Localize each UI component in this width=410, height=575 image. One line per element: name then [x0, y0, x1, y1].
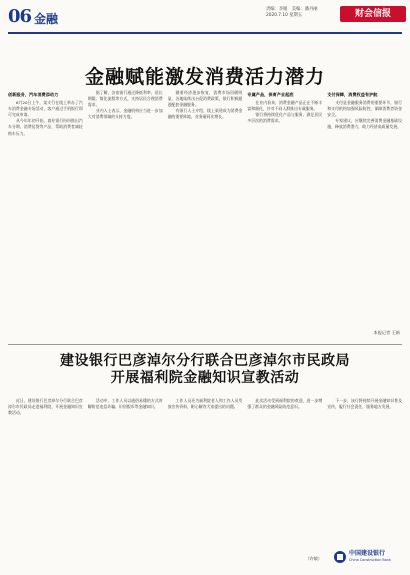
logo-name-cn: 中国建设银行 [349, 550, 386, 557]
article-column [8, 90, 83, 338]
second-byline: （许敏） [305, 556, 322, 561]
header-rule [8, 32, 402, 34]
article-column [8, 398, 83, 566]
second-article-body [8, 398, 402, 566]
paragraph: 业内人士表示，金融机构应当进一步加大对消费领域的支持力度。 [87, 108, 163, 120]
paragraph: 从今年年初开始，商业银行纷纷推出汽车分期、消费信贷等产品，帮助消费者减轻购车压力。 [8, 118, 83, 136]
paragraph: 专家建议，应继续完善消费金融基础设施，释放消费潜力，助力经济高质量发展。 [327, 118, 402, 130]
lead-headline: 金融赋能激发消费活力潜力 [84, 66, 325, 88]
lead-article-body [8, 90, 402, 338]
page-number: 06 [8, 6, 32, 27]
article-column [168, 90, 243, 338]
paragraph: 随着经济逐步恢复，消费市场回暖明显，各地陆续出台促消费政策，银行积极跟进配套金融服务。 [167, 90, 243, 108]
article-column [88, 90, 163, 338]
paragraph: 活动中，工作人员以通俗易懂的方式讲解防范电信诈骗、识别假币等金融知识。 [87, 398, 163, 410]
section-title: 金融 [34, 12, 59, 26]
second-headline [0, 353, 410, 387]
paragraph: 支付是金融服务消费的重要环节，银行和支付机构加强风险防控，保障消费者资金安全。 [327, 100, 402, 118]
headline-line: 建设银行巴彦淖尔分行联合巴彦淖尔市民政局 [60, 353, 350, 369]
article-column [247, 398, 322, 566]
newspaper-brand: 财会信报 [340, 6, 406, 22]
article-column [168, 398, 243, 566]
paragraph: 工作人员还为福利院老人和工作人员发放宣传资料，耐心解答大家提出的问题。 [167, 398, 243, 410]
article-divider [8, 344, 402, 345]
header-meta [266, 7, 340, 19]
meta-line: 2020.7.10 星期五 [266, 13, 303, 18]
column-subhead: 支付保障，消费权益有护航 [327, 92, 378, 97]
paragraph: 银行将持续优化产品与服务，满足居民多层次的消费需求。 [247, 112, 323, 124]
paragraph: 有银行人士介绍，线上渠道成为消费金融的重要阵地，业务量同比增长。 [167, 108, 243, 120]
paragraph: 下一步，该行将持续开展金融知识普及宣传，履行社会责任，服务地方发展。 [327, 398, 402, 410]
ccb-logo-icon [334, 551, 346, 563]
headline-line: 开展福利院金融知识宣教活动 [110, 370, 300, 386]
paragraph: 在业内看来，消费金融产品正在不断丰富和细化，针对不同人群推出专属服务。 [247, 100, 323, 112]
paragraph: 近日，建设银行巴彦淖尔分行联合巴彦淖尔市民政局走进福利院，开展金融知识宣教活动。 [8, 398, 83, 416]
paragraph: 此次活动受到福利院的欢迎，进一步增强了群众的金融风险防范意识。 [247, 398, 323, 410]
column-subhead: 专属产品，保育产业起底 [247, 92, 294, 97]
page-header [0, 0, 410, 36]
column-subhead: 创新服务，汽车消费添动力 [8, 92, 59, 97]
meta-line: 责编：李媛 美编：潘丹丽 [266, 7, 318, 12]
ccb-logo-text [349, 550, 391, 564]
article-column [327, 398, 402, 566]
article-column [247, 90, 322, 338]
article-column [327, 90, 402, 338]
paragraph: 6月20日上午，某支行在线上举办了汽车消费金融专场活动，客户通过手机银行即可完成申请。 [8, 100, 83, 118]
ccb-logo [334, 548, 404, 566]
article-column [88, 398, 163, 566]
paragraph: 据了解，各家银行通过降低利率、延长期限、简化流程等方式，支持居民合理消费需求。 [87, 90, 163, 108]
lead-byline: 本报记者 王新 [373, 330, 400, 335]
logo-name-en: China Construction Bank [349, 558, 391, 562]
